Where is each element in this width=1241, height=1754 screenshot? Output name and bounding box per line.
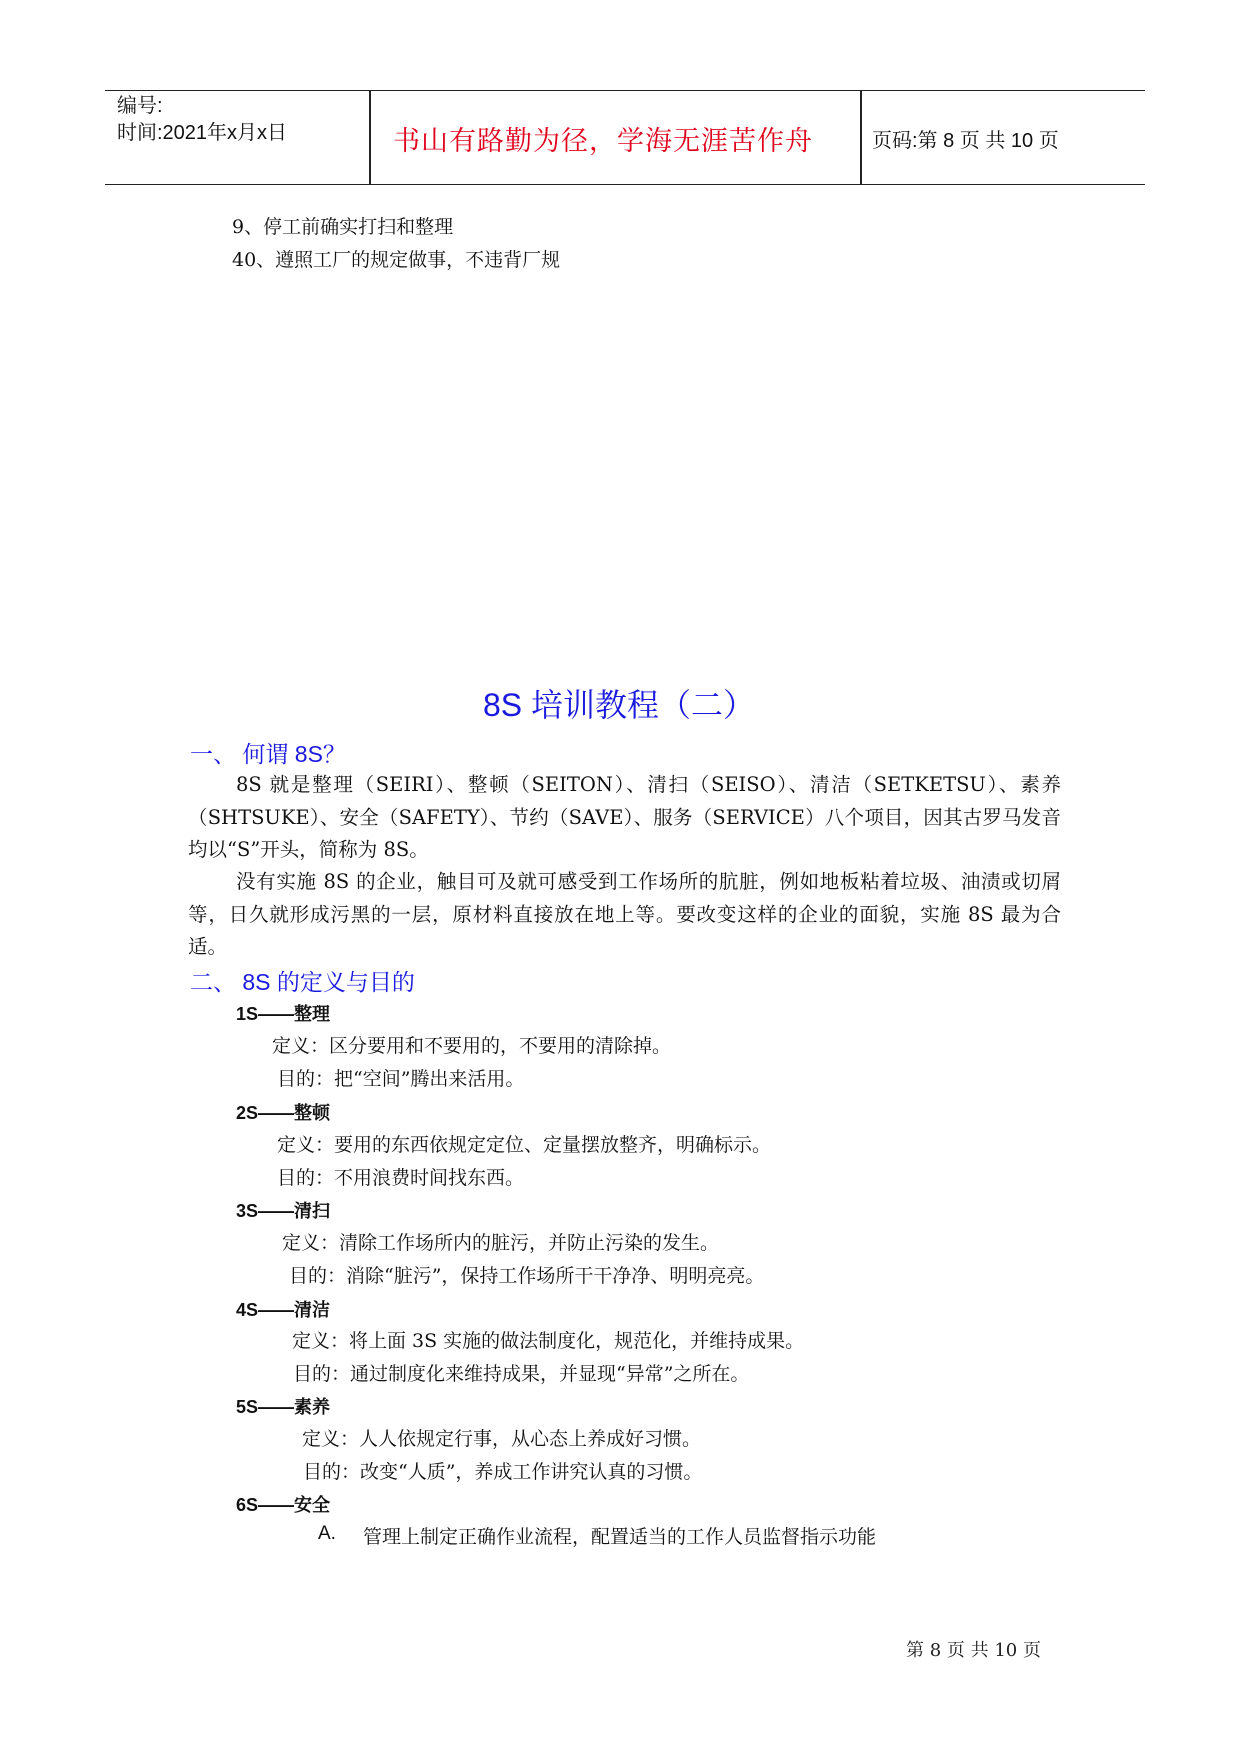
goal-1s: 目的：把“空间”腾出来活用。 bbox=[277, 1068, 525, 1090]
paragraph-what-is-8s: 8S 就是整理（SEIRI）、整顿（SEITON）、清扫（SEISO）、清洁（SETKETSU）、素养（SHTSUKE）、安全（SAFETY）、节约（SAVE）、服务（SERVICE）八个项目，因其古罗马发音均以“S”开头，简称为 8S。 bbox=[188, 773, 1061, 861]
item-a-text: 管理上制定正确作业流程，配置适当的工作人员监督指示功能 bbox=[363, 1526, 877, 1548]
list-item: 40、遵照工厂的规定做事，不违背厂规 bbox=[232, 249, 561, 271]
definition-5s: 定义：人人依规定行事，从心态上养成好习惯。 bbox=[302, 1428, 702, 1450]
subheading-2s: 2S——整顿 bbox=[236, 1103, 331, 1123]
section-heading-2: 二、 8S 的定义与目的 bbox=[190, 969, 415, 995]
header-time-label: 时间:2021年x月x日 bbox=[117, 122, 288, 144]
header-page-label: 页码:第 8 页 共 10 页 bbox=[872, 130, 1059, 152]
page-title: 8S 培训教程（二） bbox=[483, 687, 756, 723]
list-marker-a: A. bbox=[318, 1523, 336, 1544]
definition-1s: 定义：区分要用和不要用的，不要用的清除掉。 bbox=[272, 1035, 672, 1057]
section-heading-1: 一、 何谓 8S？ bbox=[190, 741, 346, 767]
subheading-6s: 6S——安全 bbox=[236, 1495, 331, 1515]
definition-4s: 定义：将上面 3S 实施的做法制度化，规范化，并维持成果。 bbox=[292, 1330, 805, 1352]
definition-2s: 定义：要用的东西依规定定位、定量摆放整齐，明确标示。 bbox=[277, 1134, 772, 1156]
subheading-1s: 1S——整理 bbox=[236, 1004, 331, 1024]
header-divider-2 bbox=[860, 90, 862, 184]
goal-5s: 目的：改变“人质”，养成工作讲究认真的习惯。 bbox=[303, 1461, 703, 1483]
subheading-5s: 5S——素养 bbox=[236, 1397, 331, 1417]
header-divider-1 bbox=[369, 90, 371, 184]
header-motto: 书山有路勤为径，学海无涯苦作舟 bbox=[393, 126, 813, 157]
page-footer: 第 8 页 共 10 页 bbox=[906, 1640, 1041, 1661]
goal-2s: 目的：不用浪费时间找东西。 bbox=[277, 1167, 525, 1189]
header-number-label: 编号: bbox=[117, 95, 163, 117]
goal-4s: 目的：通过制度化来维持成果，并显现“异常”之所在。 bbox=[293, 1363, 750, 1385]
goal-3s: 目的：消除“脏污”，保持工作场所干干净净、明明亮亮。 bbox=[289, 1265, 765, 1287]
definition-3s: 定义：清除工作场所内的脏污，并防止污染的发生。 bbox=[282, 1232, 720, 1254]
list-item: 9、停工前确实打扫和整理 bbox=[232, 216, 454, 238]
subheading-3s: 3S——清扫 bbox=[236, 1201, 331, 1221]
subheading-4s: 4S——清洁 bbox=[236, 1300, 331, 1320]
paragraph-why-8s: 没有实施 8S 的企业，触目可及就可感受到工作场所的肮脏，例如地板粘着垃圾、油渍或切屑等，日久就形成污黑的一层，原材料直接放在地上等。要改变这样的企业的面貌，实施 8S 最为合适。 bbox=[188, 870, 1061, 958]
